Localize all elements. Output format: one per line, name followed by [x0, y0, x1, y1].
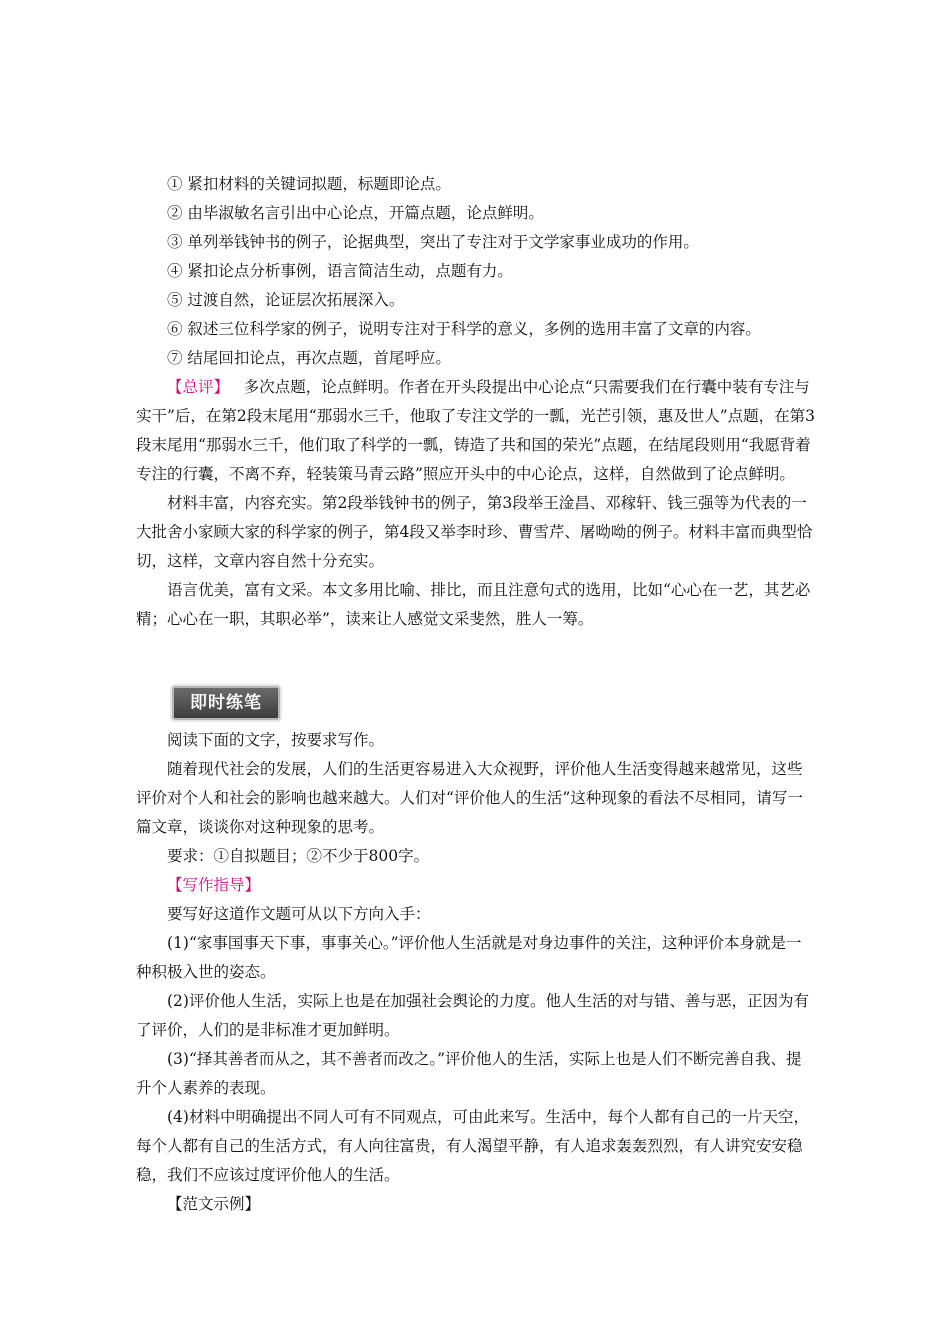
- practice-requirement: 要求：①自拟题目；②不少于800字。: [167, 847, 430, 865]
- guide-point-1: (1)“家事国事天下事，事事关心。”评价他人生活就是对身边事件的关注，这种评价本身就是一种积极入世的姿态。: [136, 934, 802, 981]
- review-text-1: 多次点题，论点鲜明。作者在开头段提出中心论点“只需要我们在行囊中装有专注与实干”后，在第2段末尾用“那弱水三千，他取了专注文学的一瓢，光芒引领，惠及世人”点题，在第3段末尾用“那弱水三千，他们取了科学的一瓢，铸造了共和国的荣光”点题，在结尾段则用“我愿背着专注的行囊，不离不弃，轻装策马青云路”照应开头中的中心论点，这样，自然做到了论点鲜明。: [136, 378, 815, 483]
- annotation-6: ⑥ 叙述三位科学家的例子，说明专注对于科学的意义，多例的选用丰富了文章的内容。: [167, 320, 761, 338]
- sample-heading: 【范文示例】: [167, 1195, 261, 1213]
- guide-tag: 【写作指导】: [167, 876, 261, 894]
- annotation-1: ① 紧扣材料的关键词拟题，标题即论点。: [167, 175, 451, 193]
- annotation-list: [136, 170, 816, 373]
- practice-intro: 阅读下面的文字，按要求写作。: [167, 731, 385, 749]
- document-body: [136, 170, 816, 1219]
- annotation-5: ⑤ 过渡自然，论证层次拓展深入。: [167, 291, 405, 309]
- review-tag: 【总评】: [167, 378, 230, 396]
- annotation-4: ④ 紧扣论点分析事例，语言简洁生动，点题有力。: [167, 262, 513, 280]
- review-paragraph-2: 材料丰富，内容充实。第2段举钱钟书的例子，第3段举王淦昌、邓稼轩、钱三强等为代表的一大批舍小家顾大家的科学家的例子，第4段又举李时珍、曹雪芹、屠呦呦的例子。材料丰富而典型恰切，这样，文章内容自然十分充实。: [136, 494, 813, 570]
- review-paragraph-3: 语言优美，富有文采。本文多用比喻、排比，而且注意句式的选用，比如“心心在一艺，其艺必精；心心在一职，其职必举”，读来让人感觉文采斐然，胜人一筹。: [136, 581, 811, 628]
- review-paragraph-1: [136, 373, 816, 489]
- annotation-3: ③ 单列举钱钟书的例子，论据典型，突出了专注对于文学家事业成功的作用。: [167, 233, 699, 251]
- guide-heading: [136, 871, 816, 900]
- annotation-2: ② 由毕淑敏名言引出中心论点，开篇点题，论点鲜明。: [167, 204, 544, 222]
- guide-point-2: (2)评价他人生活，实际上也是在加强社会舆论的力度。他人生活的对与错、善与恶，正因为有了评价，人们的是非标准才更加鲜明。: [136, 992, 809, 1039]
- guide-point-4: (4)材料中明确提出不同人可有不同观点，可由此来写。生活中，每个人都有自己的一片天空，每个人都有自己的生活方式，有人向往富贵，有人渴望平静，有人追求轰轰烈烈，有人讲究安安稳稳，我们不应该过度评价他人的生活。: [136, 1108, 809, 1184]
- practice-material: 随着现代社会的发展，人们的生活更容易进入大众视野，评价他人生活变得越来越常见，这些评价对个人和社会的影响也越来越大。人们对“评价他人的生活”这种现象的看法不尽相同，请写一篇文章，谈谈你对这种现象的思考。: [136, 760, 803, 836]
- practice-heading: 即时练笔: [172, 686, 280, 720]
- annotation-7: ⑦ 结尾回扣论点，再次点题，首尾呼应。: [167, 349, 451, 367]
- guide-intro: 要写好这道作文题可从以下方向入手：: [167, 905, 431, 923]
- practice-banner: [172, 686, 816, 720]
- guide-point-3: (3)“择其善者而从之，其不善者而改之。”评价他人的生活，实际上也是人们不断完善自我、提升个人素养的表现。: [136, 1050, 802, 1097]
